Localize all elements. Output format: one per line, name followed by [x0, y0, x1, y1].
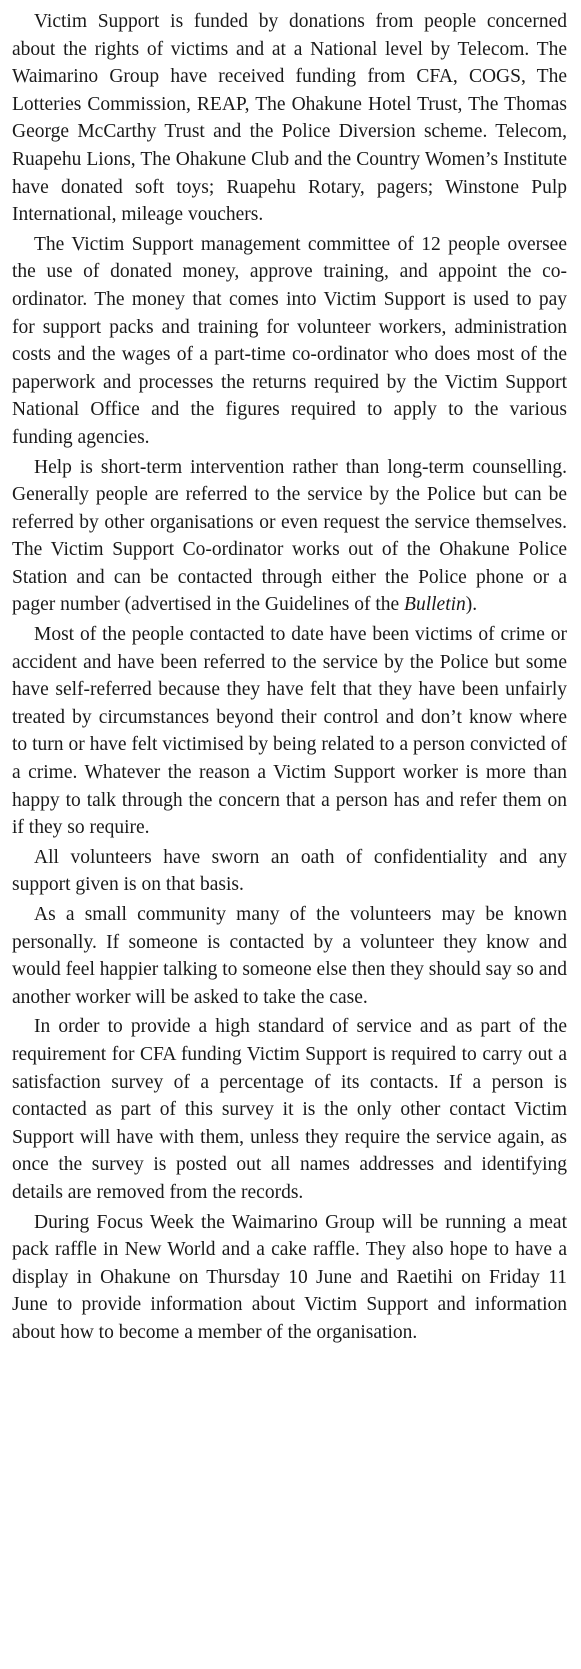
paragraph-management-committee: The Victim Support management committee of 12 people oversee the use of donated money, approve training, and appoint the co-ordinator. The money that comes into Victim Support is used to pay for support packs and training for volunteer workers, administration costs and the wages of a part-time co-ordinator who does most of the paperwork and processes the returns required by the Victim Support National Office and the figures required to apply to the various funding agencies.: [12, 233, 567, 448]
paragraph-help-text: Help is short-term intervention rather than long-term counselling. Generally people are referred to the service by the Police but can be referred by other organisations or even request the service themselves. The Victim Support Co-ordinator works out of the Ohakune Police Station and can be contacted through either the Police phone or a pager number (advertised in the Guidelines of the: [12, 456, 567, 616]
bulletin-italic: Bulletin: [404, 594, 466, 616]
paragraph-help-intervention: [12, 454, 567, 620]
paragraph-funding: Victim Support is funded by donations from people concerned about the rights of victims and at a National level by Telecom. The Waimarino Group have received funding from CFA, COGS, The Lotteries Commission, REAP, The Ohakune Hotel Trust, The Thomas George McCarthy Trust and the Police Diversion scheme. Telecom, Ruapehu Lions, The Ohakune Club and the Country Women’s Institute have donated soft toys; Ruapehu Rotary, pagers; Winstone Pulp International, mileage vouchers.: [12, 11, 567, 226]
bulletin-close: ).: [465, 594, 478, 616]
paragraph-satisfaction-survey: In order to provide a high standard of service and as part of the requirement for CFA funding Victim Support is required to carry out a satisfaction survey of a percentage of its contacts. If a person is contacted as part of this survey it is the only other contact Victim Support will have with them, unless they require the service again, as once the survey is posted out all names addresses and identifying details are removed from the records.: [12, 1016, 567, 1203]
paragraph-small-community: As a small community many of the volunteers may be known personally. If someone is contacted by a volunteer they know and would feel happier talking to someone else then they should say so and another worker will be asked to take the case.: [12, 904, 567, 1008]
paragraph-confidentiality: All volunteers have sworn an oath of confidentiality and any support given is on that basis.: [12, 846, 567, 896]
paragraph-people-contacted: Most of the people contacted to date have been victims of crime or accident and have been referred to the service by the Police but some have self-referred because they have felt that they have been unfairly treated by circumstances beyond their control and don’t know where to turn or have felt victimised by being related to a person convicted of a crime. Whatever the reason a Victim Support worker is more than happy to talk through the concern that a person has and refer them on if they so require.: [12, 624, 567, 839]
paragraph-focus-week: During Focus Week the Waimarino Group will be running a meat pack raffle in New World and a cake raffle. They also hope to have a display in Ohakune on Thursday 10 June and Raetihi on Friday 11 June to provide information about Victim Support and information about how to become a member of the organisation.: [12, 1211, 567, 1343]
